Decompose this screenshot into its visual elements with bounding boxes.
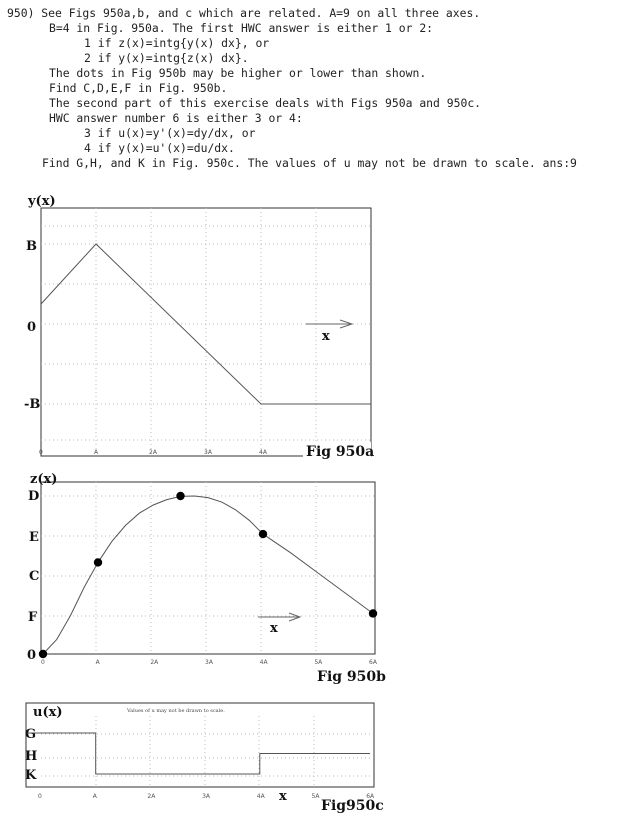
problem-line-4: 2 if y(x)=intg{z(x) dx}. — [84, 51, 249, 65]
figure-950b-tick-label: A — [95, 659, 100, 666]
problem-line-5: The dots in Fig 950b may be higher or lower than shown. — [49, 66, 427, 80]
figure-950c-label-h: H — [25, 749, 38, 764]
figure-950b-tick-label: 2A — [150, 659, 159, 666]
figure-950a-label-zero: 0 — [27, 320, 37, 335]
problem-line-1: 950) See Figs 950a,b, and c which are related. A=9 on all three axes. — [7, 6, 481, 20]
figure-950c-label-g: G — [25, 727, 37, 742]
figure-950c-tick-label: 0 — [38, 793, 42, 800]
problem-line-3: 1 if z(x)=intg{y(x) dx}, or — [84, 36, 270, 50]
problem-line-9: 3 if u(x)=y'(x)=dy/dx, or — [84, 126, 256, 140]
figure-950a-tick-label: 2A — [149, 449, 157, 456]
figure-950b-caption: Fig 950b — [317, 669, 386, 685]
figure-950a-tick-label: 4A — [259, 449, 267, 456]
figure-950c-tick-label: A — [92, 793, 97, 800]
figure-950a-caption: Fig 950a — [306, 444, 375, 460]
figure-950b-tick-label: 0 — [41, 659, 45, 666]
figure-950b-tick-label: 3A — [205, 659, 213, 666]
problem-line-10: 4 if y(x)=u'(x)=du/dx. — [84, 141, 235, 155]
figure-950b-tick-label: 6A — [369, 659, 377, 666]
figure-950a-xvar: x — [322, 329, 330, 344]
figure-950c-label-k: K — [25, 768, 37, 783]
figure-950c-tick-label: 5A — [311, 793, 320, 800]
figure-950b-label-f: F — [28, 610, 38, 625]
figure-950b-tick-label: 5A — [314, 659, 323, 666]
figure-950a-ylabel: y(x) — [28, 194, 56, 209]
figure-950c-note: Values of u may not be drawn to scale. — [127, 708, 225, 714]
figure-950b-label-zero: 0 — [27, 648, 37, 663]
figure-950c-tick-label: 3A — [202, 793, 211, 800]
figure-950a-label-neg-b: -B — [24, 397, 41, 412]
figure-950b-ylabel: z(x) — [30, 472, 58, 487]
figure-950c-ylabel: u(x) — [33, 705, 63, 720]
problem-line-8: HWC answer number 6 is either 3 or 4: — [49, 111, 303, 125]
figure-950b-label-d: D — [28, 489, 40, 504]
figure-950a-tick-label: 0 — [39, 449, 43, 456]
figure-950b-label-e: E — [29, 530, 39, 545]
problem-line-11: Find G,H, and K in Fig. 950c. The values of u may not be drawn to scale. ans:9 — [42, 156, 577, 170]
problem-line-6: Find C,D,E,F in Fig. 950b. — [49, 81, 228, 95]
figure-950a-tick-label: 3A — [204, 449, 212, 456]
figure-950a-tick-label: A — [94, 449, 99, 456]
figure-950b-tick-label: 4A — [259, 659, 268, 666]
figure-950b-label-c: C — [29, 569, 40, 584]
figure-950c-tick-label: 6A — [366, 793, 375, 800]
figure-950b-xvar: x — [270, 621, 278, 636]
figure-950a-label-b: B — [26, 239, 37, 254]
problem-line-7: The second part of this exercise deals with Figs 950a and 950c. — [49, 96, 482, 110]
figure-950c-tick-label: 4A — [256, 793, 265, 800]
figure-950c-curve — [27, 733, 370, 774]
figure-950c-caption: Fig950c — [321, 798, 384, 814]
problem-line-2: B=4 in Fig. 950a. The first HWC answer is either 1 or 2: — [49, 21, 434, 35]
figure-950c-tick-label: 2A — [147, 793, 156, 800]
figure-950c-xvar: x — [279, 789, 287, 804]
